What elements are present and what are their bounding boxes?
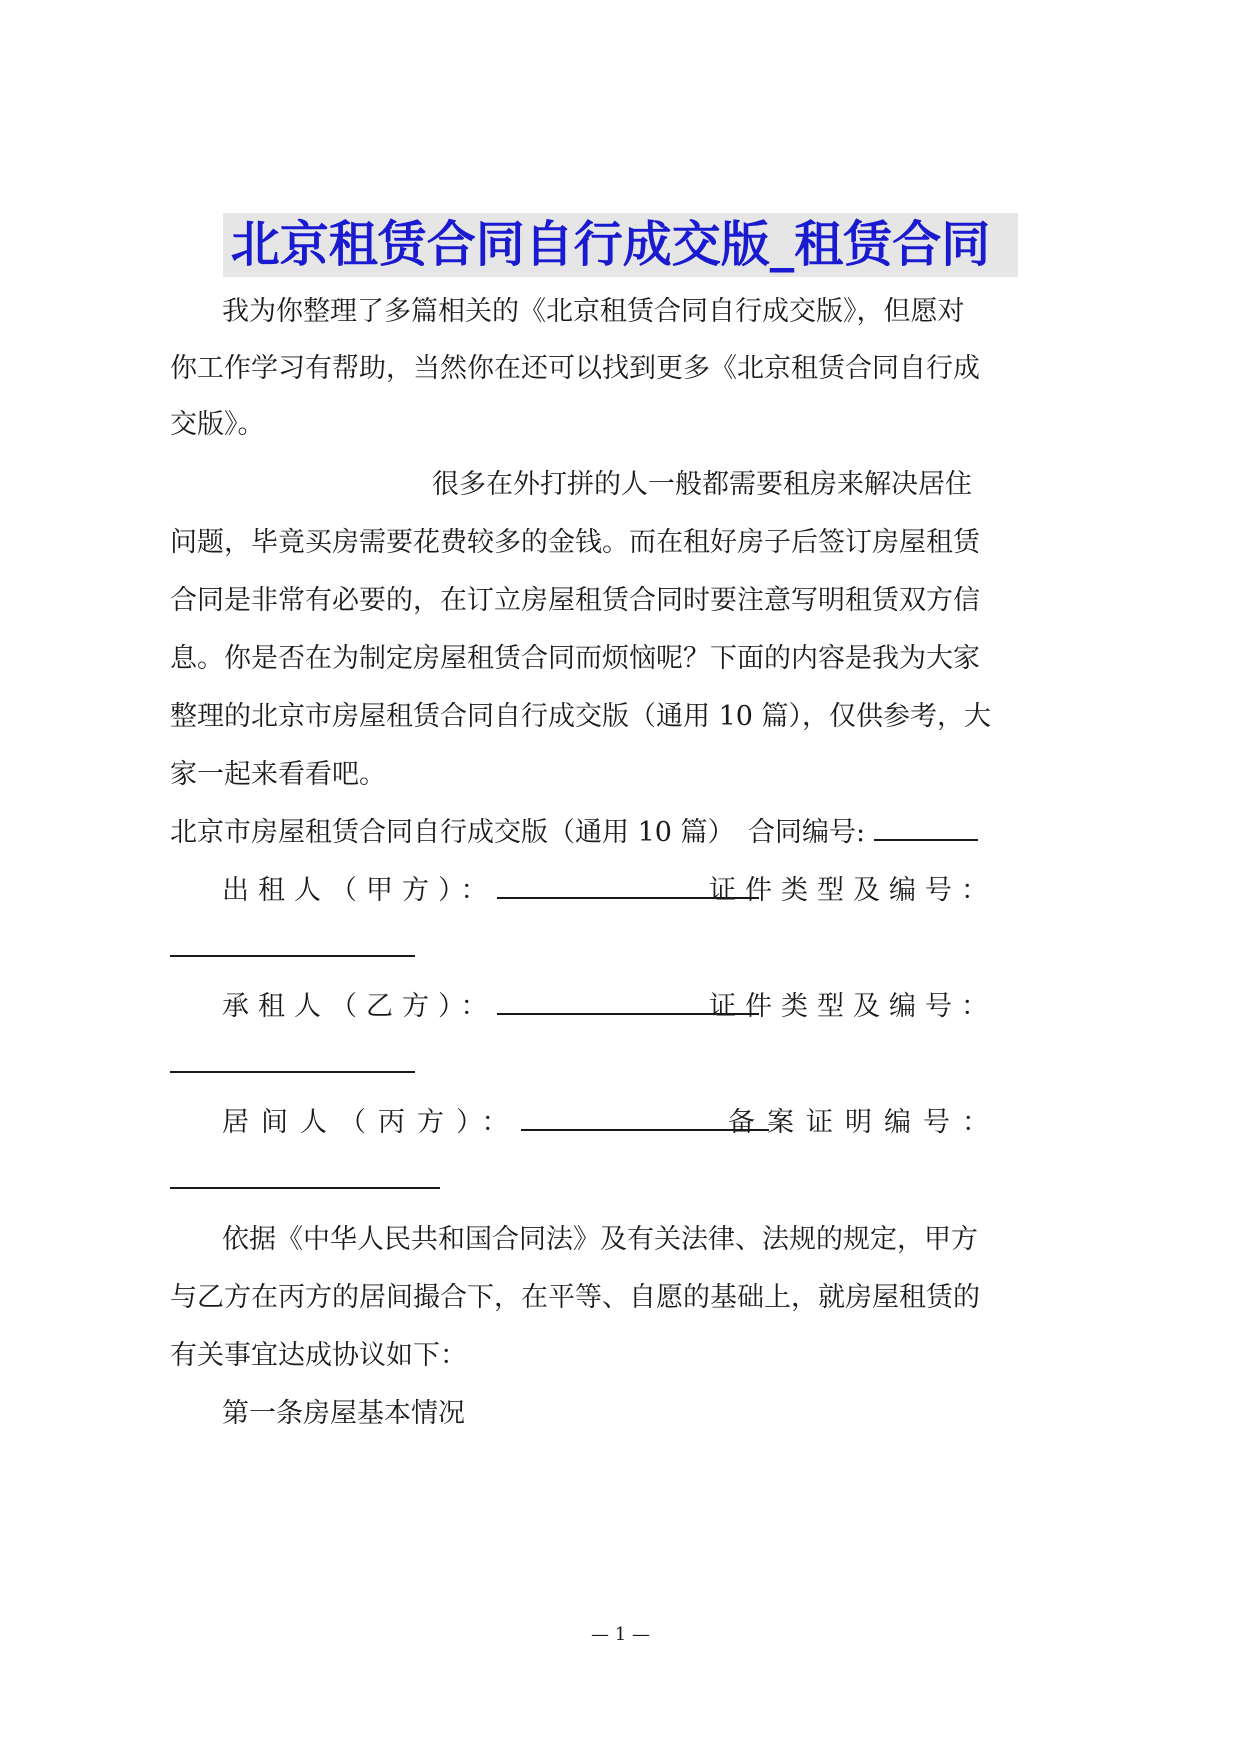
party-c-label: 居间人（丙方）：	[222, 1107, 521, 1138]
para2-line-1: 很多在外打拼的人一般都需要租房来解决居住	[432, 469, 972, 500]
record-field[interactable]	[170, 1161, 440, 1189]
contract-number-label: 合同编号:	[748, 817, 866, 848]
party-b-id-row	[170, 1045, 415, 1085]
contract-number-row	[748, 813, 978, 853]
intro-line-3: 交版》。	[170, 409, 265, 440]
party-a-id-row	[170, 929, 415, 969]
party-b-id-field[interactable]	[170, 1045, 415, 1073]
para2-line-3: 合同是非常有必要的，在订立房屋租赁合同时要注意写明租赁双方信	[170, 585, 980, 616]
intro-line-2: 你工作学习有帮助，当然你在还可以找到更多《北京租赁合同自行成	[170, 353, 980, 384]
intro-line-1: 我为你整理了多篇相关的《北京租赁合同自行成交版》，但愿对	[222, 296, 965, 327]
party-a-id-field[interactable]	[170, 929, 415, 957]
page-number: — 1 —	[591, 1624, 650, 1645]
party-a-id-label: 证件类型及编号：	[709, 875, 997, 906]
para2-line-6: 家一起来看看吧。	[170, 759, 386, 790]
contract-number-field[interactable]	[874, 813, 978, 841]
party-b-label: 承租人（乙方）：	[222, 991, 497, 1022]
article-1-heading: 第一条房屋基本情况	[222, 1398, 465, 1429]
record-label: 备案证明编号：	[728, 1107, 1001, 1138]
party-a-row	[222, 871, 759, 911]
para2-line-5: 整理的北京市房屋租赁合同自行成交版（通用 10 篇），仅供参考，大	[170, 701, 992, 732]
party-b-id-label: 证件类型及编号：	[709, 991, 997, 1022]
para2-line-4: 息。你是否在为制定房屋租赁合同而烦恼呢？下面的内容是我为大家	[170, 643, 980, 674]
basis-line-2: 与乙方在丙方的居间撮合下，在平等、自愿的基础上，就房屋租赁的	[170, 1282, 980, 1313]
contract-heading: 北京市房屋租赁合同自行成交版（通用 10 篇）	[170, 817, 735, 848]
document-title: 北京租赁合同自行成交版_租赁合同	[223, 213, 1019, 277]
party-a-label: 出租人（甲方）：	[222, 875, 497, 906]
basis-line-3: 有关事宜达成协议如下：	[170, 1340, 467, 1371]
record-row	[170, 1161, 440, 1201]
para2-line-2: 问题，毕竟买房需要花费较多的金钱。而在租好房子后签订房屋租赁	[170, 527, 980, 558]
party-b-row	[222, 987, 759, 1027]
basis-line-1: 依据《中华人民共和国合同法》及有关法律、法规的规定，甲方	[222, 1224, 978, 1255]
party-c-row	[222, 1103, 769, 1143]
title-wrap	[0, 213, 1241, 277]
